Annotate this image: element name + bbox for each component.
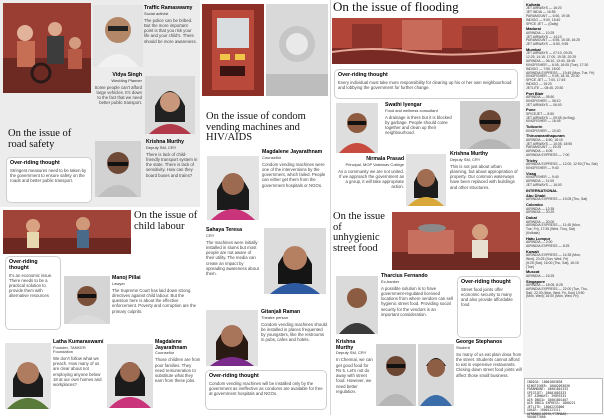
schedule-flight-line: Tue, Fri), 17:35 (Wed, Thu), Sat): [526, 227, 575, 232]
airline-phone-line: AIRBANGLADESH/FIRMAAQ:: [527, 411, 568, 416]
george-stephanos-comment: [456, 340, 522, 412]
person-name: George Stephanos: [456, 339, 503, 345]
airline-phone-line: AIR INDIA EXPRESS: 1800221: [527, 401, 576, 406]
schedule-flight-line: PARAMOUNT — 6:50, 19:35: [526, 14, 570, 18]
schedule-flight-line: AIRINDIA — 20:00: [526, 219, 555, 224]
road-safety-opinion-box: [6, 157, 92, 203]
person-quote: As a community we are not united. If we approach the government as a group, it will take appropriate action.: [338, 168, 404, 190]
schedule-flight-line: KINGFISHER — 6:05, 16:05 (Tue), 17:30: [526, 62, 589, 67]
person-name: Latha Kumaraswami: [53, 339, 104, 345]
schedule-city-heading: Muscat: [526, 269, 540, 275]
schedule-flight-line: AIRINDIA — 6:50, 18:15: [526, 137, 563, 142]
schedule-flight-line: INDIGO — 15:20: [526, 81, 552, 86]
person-quote: There is lack of child-friendly transport system in the state. There is lack of sensitivity. How can they board buses and trains?: [146, 151, 198, 178]
schedule-city-heading: INTERNATIONAL: [526, 187, 558, 193]
condom-vending-title: On the issue of condom vending machines and HIV/AIDS: [206, 111, 306, 144]
person-role: Counsellor: [262, 154, 282, 160]
opinion-text: It's an economic issue. There needs to be a practical solution to provide them with alternative resources: [9, 272, 53, 299]
schedule-city-heading: Abu Dhabi: [526, 193, 546, 198]
column-divider: [330, 0, 331, 415]
tharcius-fernando-photo: [336, 276, 378, 334]
gitanjali-raman-comment: [261, 310, 327, 370]
schedule-flight-line: (5:25 (Sat), 16:00 (Thu, Sat), 16:15: [526, 260, 579, 265]
person-role: Student: [456, 344, 470, 350]
nirmala-prasad-comment: [336, 157, 404, 209]
flooding-photo: [332, 18, 522, 64]
person-quote: This is not just about urban planning, but about appropriation of property. Our common waterways have been replaced with buildings and other structures.: [450, 163, 518, 190]
schedule-flight-line: SPICE JET — 7:00, 17:45: [526, 78, 566, 83]
schedule-flight-line: JET AIRWAYS — 07:10, 09:25,: [526, 51, 573, 56]
person-name: Swathi Iyengar: [385, 102, 422, 108]
schedule-flight-line: KINGFISHER — 10:40: [526, 128, 561, 133]
schedule-city-heading: Thiruvananthapuram: [526, 133, 565, 139]
person-role: Social activist: [144, 10, 169, 16]
opinion-text: Stringent measures need to be taken by the government to ensure safety on the roads and better public transport.: [10, 167, 87, 183]
person-role: Food and wellness consultant: [385, 107, 438, 113]
sahaya-teresa-comment: [206, 228, 260, 312]
flooding-opinion-box: [334, 69, 518, 99]
street-food-photo: [392, 212, 520, 270]
person-name: Traffic Ramaswamy: [144, 5, 193, 11]
person-role: Counsellor: [155, 350, 175, 356]
vidya-singh-comment: [94, 73, 142, 137]
road-accident-photo: [3, 3, 91, 93]
schedule-flight-line: AIRINDIA — 20:20: [526, 210, 555, 215]
opinion-text: Condom vending machines will be installed only by the government as ineffective as condoms are available for free at government hospitals and NGOs.: [209, 380, 323, 396]
schedule-flight-line: PARAMOUNT — 6:55, 15:35, 16:25: [526, 38, 580, 43]
condom-packets-photo: [266, 4, 328, 96]
schedule-flight-line: AIRINDIA EXPRESS — 14:35 (Mon,: [526, 253, 581, 258]
schedule-flight-line: Wed), 23:25 (Sun, Wed, Fri): [526, 257, 569, 261]
person-quote: So many of us eat plain dosa from the street. Students cannot afford to eat in expensive restaurants. Closing down street food joints will affect those small business.: [456, 351, 522, 378]
schedule-flight-line: JETLITE — 08:45, 20:30: [526, 85, 564, 90]
latha-kumaraswami-comment: [53, 340, 105, 412]
krishna-murthy-food-photo: [376, 344, 416, 406]
person-name: Magdalene Jayarathnam: [262, 149, 323, 155]
schedule-flight-line: KINGFISHER — 16:45: [526, 119, 561, 124]
schedule-flight-line: JET AIRWAYS — 16:20: [526, 6, 562, 11]
airline-phone-line: PARAMOUNT: 18001801333: [527, 387, 568, 392]
person-name: Gitanjali Raman: [261, 309, 301, 315]
person-quote: We don't follow what we preach. How many of us are clear about not employing anyone below 18 at our own homes and workplaces?: [53, 356, 102, 388]
opinion-text: Every individual must take more responsibility for clearing up his or her own neighbourhood and lobbying the government for further change.: [338, 79, 512, 90]
krishna-murthy-road-comment: [146, 140, 198, 206]
schedule-flight-line: (Mon, Wed), 16:00 (Mon, Wed, Fri): [526, 294, 579, 299]
schedule-flight-line: AIRINDIA EXPRESS — 12:00, 12:50 (Thu, Sat): [526, 162, 598, 167]
person-role: Theatre person: [261, 314, 289, 320]
schedule-city-heading: Trichy: [526, 157, 538, 163]
person-role: CRY: [206, 232, 215, 238]
schedule-flight-line: AIRINDIA EXPRESS — 19:45 (Mon, Tue, Fri): [526, 70, 595, 75]
schedule-flight-line: (Tue): [526, 264, 534, 269]
person-name: Nirmala Prasad: [366, 156, 404, 162]
magdalene-child-comment: [155, 340, 201, 412]
schedule-flight-line: AIRINDIA EXPRESS — 11:45 (Mon,: [526, 223, 581, 228]
person-name: Magdalene Jayarathnam: [155, 339, 188, 351]
nirmala-prasad-photo: [406, 154, 446, 206]
schedule-city-heading: Kolkata: [526, 2, 541, 7]
airline-phone-line: SPICEJET: 18001803333: [527, 390, 567, 395]
traffic-ramaswamy-photo: [93, 5, 143, 67]
person-quote: The machines were initially installed in slums but most people are not aware of their utility. The media can create an impact by spreading awareness about them.: [206, 239, 259, 277]
airline-phone-line: KINGFISHER: 18002093030: [527, 383, 570, 388]
person-name: Sahaya Teresa: [206, 227, 242, 233]
schedule-flight-line: JET AIRWAYS — 06:00: [526, 102, 562, 107]
person-quote: The Supreme Court has laid down strong directives against child labour. But the question here is about the effective enforcement. Poverty and corruption are the primary culprits.: [112, 287, 197, 314]
schedule-city-heading: Pune: [526, 107, 536, 113]
swathi-iyengar-photo: [336, 103, 378, 153]
schedule-flight-line: KINGFISHER — 9:40: [526, 166, 559, 170]
street-food-title: On the issue of unhygienic street food: [333, 211, 385, 255]
tharcius-fernando-comment: [381, 274, 455, 340]
child-labour-title: On the issue of child labour: [134, 210, 198, 232]
schedule-flight-line: SPICE JET — (Daily): [526, 21, 559, 26]
opinion-label: Over-riding thought: [461, 279, 511, 285]
opinion-label: Over-riding thought: [209, 373, 259, 379]
schedule-city-heading: Kuwait: [526, 248, 539, 254]
person-role: Principal, MOP Vaishnav College: [345, 161, 404, 167]
person-quote: Condom vending machines should be installed in places frequented by youngsters, like the restrooms in pubs, cafes and hotels.: [261, 321, 327, 343]
person-name: Krishna Murthy: [450, 151, 489, 157]
schedule-flight-line: AIRINDIA EXPRESS — 13:05 (Thu, Sat): [526, 197, 588, 202]
magdalene-photo: [207, 156, 259, 220]
george-stephanos-photo: [418, 344, 454, 406]
opinion-label: Over-riding thought: [338, 72, 388, 78]
person-name: Vidya Singh: [112, 72, 142, 78]
airline-phone-line: 9840077000: [527, 415, 546, 420]
person-role: Lawyer: [112, 280, 125, 286]
person-name: Manoj Pillai: [112, 275, 141, 281]
schedule-flight-line: JET AIRWAYS — 09:05 (to Bng): [526, 115, 575, 120]
schedule-flight-line: JET AIRWAYS — 14:10: [526, 34, 562, 39]
person-quote: A drainage is there but it is blocked by garbage. People should come together and clean up their neighbourhood.: [385, 114, 452, 136]
person-role: Wedding Planner: [111, 77, 142, 83]
street-food-opinion-box: [457, 276, 521, 338]
schedule-city-heading: Madurai: [526, 26, 541, 32]
schedule-flight-line: KINGFISHER — 9:05, 18:15, 20:30: [526, 74, 580, 79]
flooding-title: On the issue of flooding: [333, 0, 459, 14]
traffic-ramaswamy-comment: [144, 6, 198, 76]
vending-machine-photo: [202, 4, 264, 96]
magdalene-child-photo: [107, 344, 153, 408]
person-quote: Some people can't afford large vehicles. It's down to the fact that we need better public transport.: [94, 84, 142, 106]
swathi-iyengar-comment: [385, 103, 455, 155]
person-role: Founder, TANKER Foundation: [53, 344, 86, 355]
schedule-flight-line: SPICEJET — 8:50: [526, 111, 555, 116]
schedule-flight-line: 12:25, 14:15, 17:00, 19:35, 20:25: [526, 55, 576, 60]
schedule-city-heading: Vizag: [526, 170, 537, 176]
sahaya-teresa-photo: [264, 228, 326, 294]
person-name: Tharcius Fernando: [381, 273, 428, 279]
manoj-pillai-photo: [64, 276, 110, 324]
airline-phone-numbers: [524, 378, 603, 420]
schedule-flight-line: AIRINDIA — 18:05, 8:25: [526, 283, 563, 287]
condom-opinion-box: [205, 370, 327, 410]
schedule-flight-line: PARAMOUNT — 19:25: [526, 145, 562, 150]
schedule-flight-line: AIRINDIA — 12:35: [526, 206, 555, 211]
schedule-flight-line: JET AIRWAYS — 6:50, 9:55: [526, 42, 569, 47]
schedule-flight-line: AIRINDIA EXPRESS — 22:00 (Tue, Thu,: [526, 286, 588, 291]
schedule-flight-line: (Kolkata): [526, 231, 540, 235]
person-quote: In Chennai, we can get good food for Rs 5. Let's not do away with street food. However, we need better regulation.: [336, 357, 373, 394]
person-quote: Those children are from poor families. They need remuneration to substitute what they earn from these jobs.: [155, 357, 201, 384]
manoj-pillai-comment: [112, 276, 198, 336]
airline-phone-line: GOAIR: 18002223111: [527, 408, 561, 413]
gitanjali-raman-photo: [206, 310, 258, 366]
schedule-flight-line: Sat), 22:30 (Mon, Wed, Fri, Sun) 13:50: [526, 290, 585, 295]
schedule-city-heading: Dubai: [526, 215, 537, 221]
schedule-flight-line: AIRINDIA — 06:10, 13:40, 18:45: [526, 59, 576, 64]
opinion-label: Over-riding thought: [10, 160, 60, 166]
vidya-singh-photo: [145, 76, 195, 134]
person-quote: The police can be bribed. But the more important point is that you risk your life and your child's. There should be more awareness.: [144, 17, 197, 44]
krishna-murthy-flood-photo: [460, 101, 520, 149]
schedule-city-heading: Hatu Lumpur: [526, 235, 551, 241]
airline-phone-line: AIR INDIA: 18001801407: [527, 397, 568, 402]
airline-phone-line: JETLITE: 18002233000: [527, 404, 565, 409]
schedule-flight-line: AIRINDIA EXPRESS — 7:00: [526, 153, 570, 157]
person-role: Deputy SM, CRY: [146, 144, 177, 150]
schedule-flight-line: AIRINDIA — 2:00: [526, 240, 553, 245]
person-role: Deputy SM, CRY: [450, 156, 481, 162]
schedule-city-heading: Singapore: [526, 278, 546, 284]
opinion-text: Street food joints offer economic security to many and also provide affordable food: [461, 286, 513, 308]
person-role: Ex-banker: [381, 278, 400, 284]
schedule-flight-line: AIRINDIA — 10:25: [526, 30, 555, 35]
schedule-city-heading: Port Blair: [526, 90, 544, 96]
krishna-murthy-photo: [95, 141, 141, 197]
person-quote: A possible solution is to have government-regulated licensed locations from where vendors can sell hygienic street food. Providing social security for the vendors is an important consideration.: [381, 285, 453, 317]
road-safety-title: On the issue of road safety: [8, 128, 72, 150]
schedule-flight-line: INDIGO — 7:50, 18:00: [526, 66, 561, 71]
schedule-flight-line: KINGFISHER — 9:40: [526, 175, 559, 180]
krishna-murthy-flood-comment: [450, 152, 520, 214]
child-labour-photo: [3, 210, 131, 254]
flight-schedule-sidebar: [523, 0, 604, 415]
schedule-flight-line: AIRINDIA — 11:05: [526, 179, 555, 183]
latha-kumaraswami-photo: [5, 343, 51, 409]
schedule-flight-line: JET INDIA — 16:55: [526, 10, 556, 15]
krishna-murthy-food-comment: [336, 340, 374, 412]
schedule-flight-line: KINGFISHER — 08:10: [526, 98, 561, 103]
schedule-flight-line: AIRINDIA — 6:05: [526, 149, 553, 154]
person-name: Krishna Murthy: [146, 139, 185, 145]
airline-phone-line: JET AIRWAYS: 39893333: [527, 394, 567, 399]
schedule-city-heading: Colombo: [526, 202, 543, 208]
schedule-flight-line: AIRINDIA EXPRESS — 8:25: [526, 244, 570, 248]
schedule-flight-line: JET AIRWAYS — 16:00: [526, 182, 562, 187]
schedule-flight-line: INDIGO — 9:00, 15:40: [526, 17, 561, 22]
magdalene-condom-comment: [262, 150, 328, 230]
child-labour-opinion-box: [5, 256, 61, 330]
schedule-flight-line: AIRINDIA — 05:50: [526, 94, 555, 99]
schedule-flight-line: JET AIRWAYS — 10:05, 18:55: [526, 141, 573, 146]
schedule-flight-line: AIRINDIA — 16:25: [526, 273, 555, 278]
person-role: Deputy SM, CRY: [336, 350, 367, 356]
airline-phone-line: INDIGO: 18001803838: [527, 380, 563, 384]
person-name: Krishna Murthy: [336, 339, 356, 351]
opinion-label: Over-riding thought: [9, 259, 38, 271]
person-quote: Condom vending machines were one of the interventions by the government, which failed. People can either get them from the government hospitals or NGOs.: [262, 161, 326, 188]
schedule-city-heading: Mumbai: [526, 47, 541, 53]
schedule-city-heading: Tuticorin: [526, 124, 543, 130]
